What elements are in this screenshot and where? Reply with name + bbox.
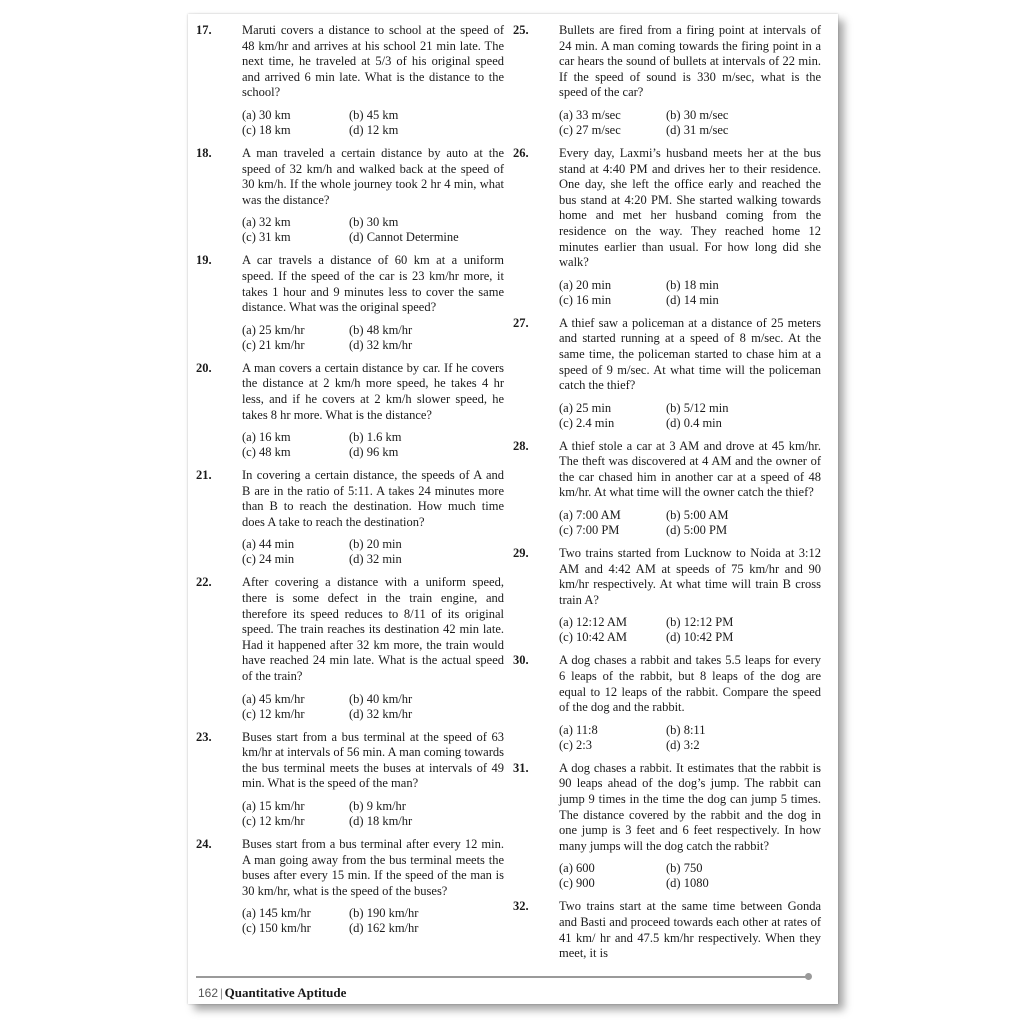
- question-number: 18.: [196, 145, 212, 160]
- question-text: In covering a certain distance, the speeds of A and B are in the ratio of 5:11. A takes 24 minutes more than B to reach the destination. How much time does A take to reach the destination?: [242, 468, 504, 529]
- answer-options: [242, 108, 504, 138]
- answer-option: (a) 15 km/hr: [242, 799, 305, 813]
- answer-option: (d) 3:2: [666, 737, 700, 752]
- question-body: [559, 316, 821, 431]
- answer-option: (a) 45 km/hr: [242, 691, 305, 706]
- answer-option: (d) 5:00 PM: [666, 523, 728, 538]
- question-text: A car travels a distance of 60 km at a uniform speed. If the speed of the car is 23 km/hr more, it takes 1 hour and 9 minutes less to cover the same distance. What was the original speed?: [242, 253, 504, 315]
- page-number: 162: [198, 986, 219, 1000]
- answer-option: (b) 18 min: [666, 277, 719, 292]
- question-number: 20.: [196, 360, 212, 375]
- answer-options: [242, 537, 504, 567]
- question-item: [196, 837, 506, 936]
- answer-option: (a) 11:8: [559, 722, 598, 737]
- answer-option: (b) 40 km/hr: [349, 691, 413, 706]
- answer-option: (a) 32 km: [242, 215, 291, 230]
- question-body: [559, 146, 821, 308]
- answer-option: (c) 12 km/hr: [242, 814, 305, 828]
- answer-option: (b) 750: [666, 861, 703, 876]
- question-body: [242, 23, 504, 138]
- answer-option: (c) 2.4 min: [559, 415, 615, 430]
- question-text: A dog chases a rabbit. It estimates that the rabbit is 90 leaps ahead of the dog’s jump. The rabbit can jump 9 times in the time the dog can jump 5 times. The distance covered by the rabbit and the dog in one jump is 3 feet and 6 feet respectively. In how many jumps will the dog catch the rabbit?: [559, 760, 821, 853]
- question-number: 25.: [513, 23, 529, 37]
- answer-options: [559, 108, 821, 138]
- question-text: A man covers a certain distance by car. If he covers the distance at 2 km/h more speed, he takes 4 hr less, and if he covers at 2 km/h slower speed, he takes 8 hr more. What is the distance?: [242, 360, 504, 422]
- answer-option: (d) 12 km: [349, 122, 399, 137]
- question-item: [513, 23, 823, 138]
- question-text: Buses start from a bus terminal after every 12 min. A man going away from the bus terminal meets the buses after every 15 min. If the speed of the man is 30 km/hr, what is the speed of the buses?: [242, 837, 504, 898]
- book-page: [188, 14, 838, 1004]
- answer-option: (c) 24 min: [242, 552, 295, 567]
- answer-option: (b) 30 km: [349, 215, 399, 230]
- answer-option: (d) 32 km/hr: [349, 337, 413, 352]
- answer-option: (b) 30 m/sec: [666, 107, 729, 122]
- answer-option: (c) 2:3: [559, 737, 592, 752]
- question-item: [513, 546, 823, 645]
- question-item: [196, 468, 506, 567]
- question-number: 32.: [513, 899, 529, 914]
- question-body: [559, 439, 821, 538]
- question-item: [513, 653, 823, 752]
- answer-option: (b) 5:00 AM: [666, 508, 729, 523]
- answer-option: (b) 9 km/hr: [349, 799, 406, 813]
- left-column: [196, 23, 506, 944]
- answer-option: (c) 7:00 PM: [559, 523, 620, 538]
- question-item: [196, 23, 506, 138]
- question-number: 26.: [513, 145, 529, 160]
- question-body: [559, 653, 821, 752]
- question-number: 22.: [196, 575, 212, 590]
- answer-option: (d) 10:42 PM: [666, 630, 734, 645]
- question-body: [242, 837, 504, 936]
- question-text: A thief stole a car at 3 AM and drove at 45 km/hr. The theft was discovered at 4 AM and the owner of the car chased him in another car at a speed of 48 km/hr. At what time will the owner catch the thief?: [559, 438, 821, 500]
- footer-rule: [196, 976, 808, 978]
- answer-option: (b) 20 min: [349, 537, 402, 552]
- answer-option: (b) 1.6 km: [349, 430, 402, 445]
- question-item: [196, 146, 506, 245]
- answer-option: (c) 31 km: [242, 230, 291, 245]
- answer-option: (d) 96 km: [349, 445, 399, 460]
- question-text: A dog chases a rabbit and takes 5.5 leaps for every 6 leaps of the rabbit, but 8 leaps of the dog are equal to 12 leaps of the rabbit. Compare the speed of the dog and the rabbit.: [559, 653, 821, 715]
- answer-option: (a) 20 min: [559, 277, 612, 292]
- question-number: 21.: [196, 468, 212, 483]
- book-title: Quantitative Aptitude: [224, 985, 347, 1000]
- question-item: [513, 146, 823, 308]
- question-text: Two trains started from Lucknow to Noida at 3:12 AM and 4:42 AM at speeds of 75 km/hr and 90 km/hr respectively. At what time will train B cross train A?: [559, 546, 821, 607]
- answer-option: (d) 32 min: [349, 552, 402, 567]
- question-body: [559, 761, 821, 892]
- answer-option: (d) 162 km/hr: [349, 921, 419, 936]
- question-number: 17.: [196, 23, 212, 37]
- question-number: 31.: [513, 760, 529, 775]
- answer-option: (d) 18 km/hr: [349, 814, 413, 828]
- right-column: [513, 23, 823, 970]
- question-text: A thief saw a policeman at a distance of 25 meters and started running at a speed of 8 m/sec. At the same time, the policeman started to chase him at a speed of 9 m/sec. At what time will the policeman catch the thief?: [559, 315, 821, 393]
- answer-option: (a) 7:00 AM: [559, 508, 621, 523]
- answer-option: (c) 10:42 AM: [559, 630, 628, 645]
- answer-options: [242, 799, 504, 829]
- answer-options: [559, 723, 821, 753]
- answer-option: (c) 16 min: [559, 292, 612, 307]
- question-body: [242, 575, 504, 721]
- question-text: Two trains start at the same time between Gonda and Basti and proceed towards each other at rates of 41 km/ hr and 47.5 km/hr respectively. When they meet, it is: [559, 899, 821, 961]
- question-item: [196, 253, 506, 352]
- answer-option: (a) 25 min: [559, 400, 612, 415]
- answer-option: (c) 900: [559, 876, 595, 891]
- answer-option: (b) 48 km/hr: [349, 322, 413, 337]
- answer-options: [242, 215, 504, 245]
- answer-option: (b) 5/12 min: [666, 400, 729, 415]
- question-text: Every day, Laxmi’s husband meets her at the bus stand at 4:40 PM and drives her to their residence. One day, she left the office early and reached the bus stand at 4:20 PM. She started walking towards home and met her husband coming from the residence on the way. They reached home 12 minutes earlier than usual. For how long did she walk?: [559, 145, 821, 270]
- answer-option: (a) 12:12 AM: [559, 615, 628, 630]
- question-body: [242, 361, 504, 460]
- answer-options: [242, 323, 504, 353]
- question-item: [513, 316, 823, 431]
- question-text: Maruti covers a distance to school at the speed of 48 km/hr and arrives at his school 21 min late. The next time, he traveled at 5/3 of his original speed and arrived 6 min late. What is the distance to the school?: [242, 23, 504, 100]
- question-body: [559, 23, 821, 138]
- footer-rule-dot: [805, 973, 812, 980]
- question-number: 27.: [513, 315, 529, 330]
- answer-option: (d) 32 km/hr: [349, 706, 413, 721]
- answer-option: (b) 190 km/hr: [349, 906, 419, 921]
- question-text: After covering a distance with a uniform speed, there is some defect in the train engine, and therefore its speed reduces to 8/11 of its original speed. The train reaches its destination 42 min late. Had it happened after 32 km more, the train would have reached 24 min late. What is the actual speed of the train?: [242, 575, 504, 684]
- question-body: [559, 546, 821, 645]
- question-number: 24.: [196, 837, 212, 851]
- answer-option: (a) 44 min: [242, 537, 295, 552]
- answer-option: (d) Cannot Determine: [349, 230, 459, 245]
- answer-options: [559, 615, 821, 645]
- question-text: A man traveled a certain distance by auto at the speed of 32 km/h and walked back at the speed of 30 km/h. If the whole journey took 2 hr 4 min, what was the distance?: [242, 145, 504, 207]
- answer-option: (a) 145 km/hr: [242, 906, 311, 921]
- answer-option: (c) 18 km: [242, 122, 291, 137]
- answer-option: (d) 14 min: [666, 292, 719, 307]
- answer-options: [559, 401, 821, 431]
- question-text: Buses start from a bus terminal at the speed of 63 km/hr at intervals of 56 min. A man coming towards the bus terminal meets the buses at intervals of 49 min. What is the speed of the man?: [242, 729, 504, 791]
- answer-options: [242, 692, 504, 722]
- answer-options: [559, 508, 821, 538]
- question-number: 29.: [513, 546, 529, 561]
- answer-option: (a) 30 km: [242, 107, 291, 122]
- question-body: [559, 899, 821, 961]
- question-number: 30.: [513, 653, 529, 668]
- answer-option: (c) 27 m/sec: [559, 122, 621, 137]
- question-body: [242, 146, 504, 245]
- question-item: [196, 361, 506, 460]
- page-footer: [198, 985, 346, 1001]
- question-number: 19.: [196, 253, 212, 268]
- question-item: [196, 575, 506, 721]
- answer-options: [242, 906, 504, 936]
- answer-options: [559, 861, 821, 891]
- answer-option: (d) 0.4 min: [666, 415, 722, 430]
- question-body: [242, 468, 504, 567]
- answer-option: (a) 600: [559, 861, 595, 876]
- answer-option: (c) 12 km/hr: [242, 706, 305, 721]
- answer-option: (d) 1080: [666, 876, 709, 891]
- answer-option: (a) 16 km: [242, 430, 291, 445]
- answer-option: (c) 21 km/hr: [242, 337, 305, 352]
- question-item: [196, 730, 506, 829]
- answer-option: (b) 8:11: [666, 722, 706, 737]
- answer-option: (b) 45 km: [349, 107, 399, 122]
- question-item: [513, 761, 823, 892]
- footer-separator: |: [220, 985, 223, 1000]
- answer-option: (d) 31 m/sec: [666, 122, 729, 137]
- answer-option: (c) 150 km/hr: [242, 921, 311, 936]
- answer-options: [559, 278, 821, 308]
- question-number: 28.: [513, 438, 529, 453]
- question-body: [242, 730, 504, 829]
- question-text: Bullets are fired from a firing point at intervals of 24 min. A man coming towards the firing point in a car hears the sound of bullets at intervals of 22 min. If the speed of sound is 330 m/sec, what is the speed of the car?: [559, 23, 821, 100]
- answer-option: (a) 25 km/hr: [242, 322, 305, 337]
- answer-option: (b) 12:12 PM: [666, 615, 734, 630]
- answer-option: (c) 48 km: [242, 445, 291, 460]
- answer-option: (a) 33 m/sec: [559, 107, 621, 122]
- question-body: [242, 253, 504, 352]
- answer-options: [242, 430, 504, 460]
- question-item: [513, 439, 823, 538]
- question-item: [513, 899, 823, 961]
- question-number: 23.: [196, 729, 212, 744]
